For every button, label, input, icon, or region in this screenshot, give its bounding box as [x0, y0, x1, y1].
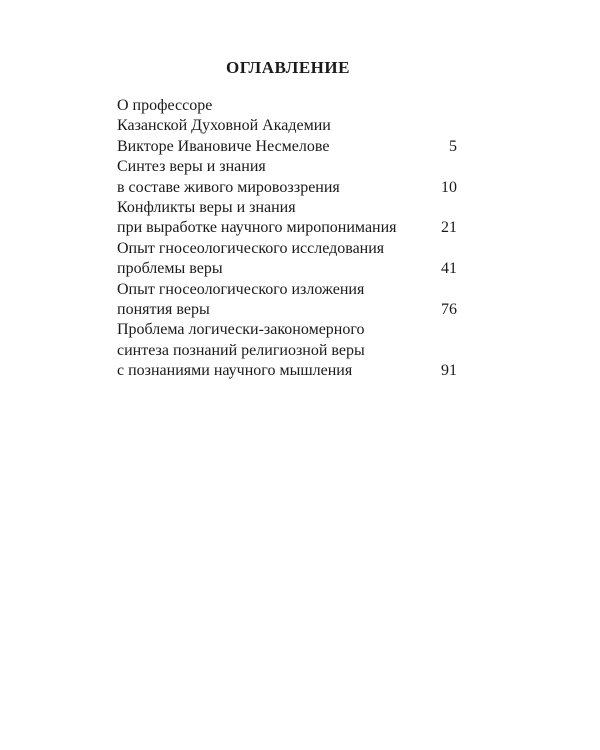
toc-page-number: 41 — [441, 260, 457, 278]
toc-entry-line: Опыт гносеологического изложения — [117, 280, 365, 298]
toc-entry-line: О профессоре — [117, 97, 213, 114]
toc-entry-line: при выработке научного миропонимания — [117, 219, 397, 237]
table-of-contents — [117, 96, 457, 382]
page-title: ОГЛАВЛЕНИЕ — [226, 58, 350, 77]
toc-entry — [117, 198, 457, 239]
toc-entry-line: Проблема логически-закономерного — [117, 321, 365, 339]
toc-entry — [117, 320, 457, 381]
toc-page-number: 5 — [449, 137, 457, 155]
toc-entry — [117, 239, 457, 280]
toc-entry-line: в составе живого мировоззрения — [117, 178, 340, 196]
toc-entry-line: понятия веры — [117, 301, 210, 319]
toc-entry-line: Синтез веры и знания — [117, 158, 266, 176]
toc-entry — [117, 280, 457, 321]
toc-entry — [117, 96, 457, 157]
toc-page-number: 10 — [441, 178, 457, 196]
toc-entry-line: Казанской Духовной Академии — [117, 117, 331, 135]
toc-entry-line: Викторе Ивановиче Несмелове — [117, 137, 330, 155]
toc-page-number: 21 — [441, 219, 457, 237]
toc-page-number: 91 — [441, 362, 457, 380]
toc-entry-line: с познаниями научного мышления — [117, 362, 353, 380]
toc-page-number: 76 — [441, 301, 457, 319]
toc-entry-line: проблемы веры — [117, 260, 223, 278]
toc-entry-line: Опыт гносеологического исследования — [117, 239, 385, 257]
toc-entry — [117, 157, 457, 198]
toc-entry-line: Конфликты веры и знания — [117, 199, 296, 217]
toc-entry-line: синтеза познаний религиозной веры — [117, 341, 365, 359]
